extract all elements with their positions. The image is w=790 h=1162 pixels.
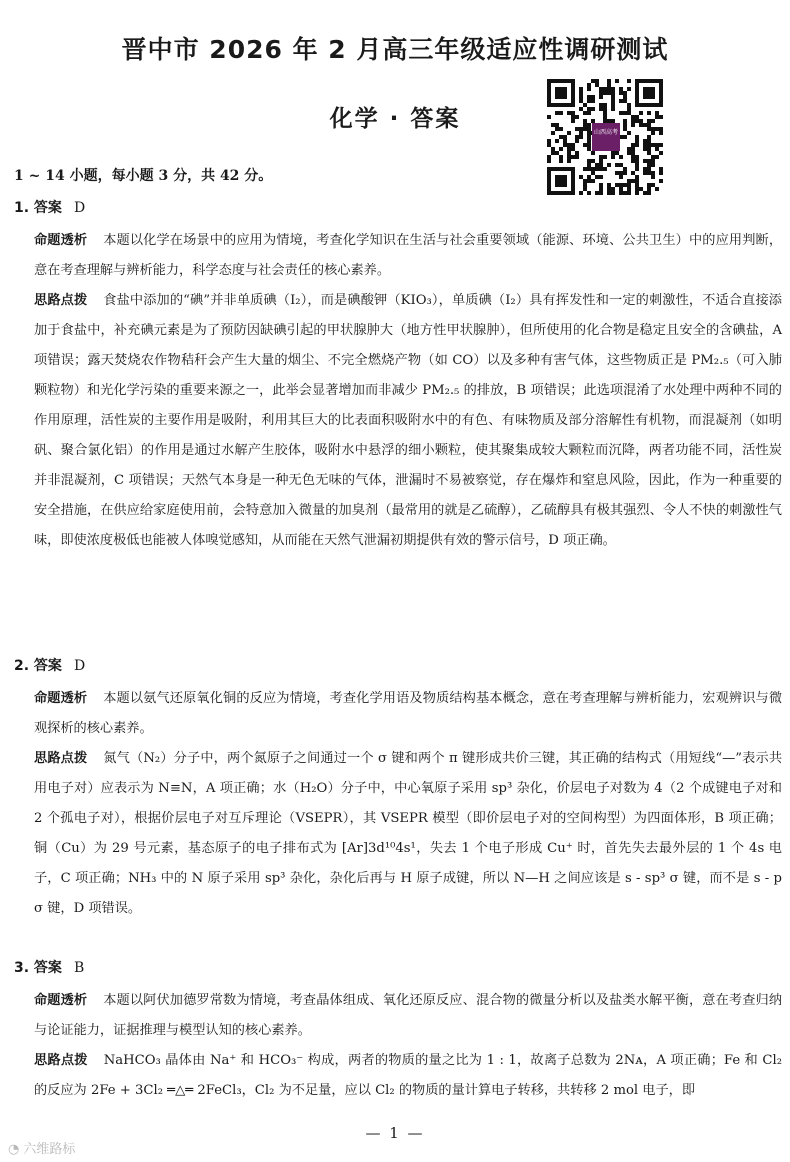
page-number: — 1 — (365, 1124, 425, 1142)
question-answer: D (73, 658, 86, 674)
question-2-analysis (34, 684, 782, 744)
analysis-text: 本题以阿伏加德罗常数为情境，考查晶体组成、氧化还原反应、混合物的微量分析以及盐类水解平衡，意在考查归纳与论证能力，证据推理与模型认知的核心素养。 (34, 993, 782, 1038)
question-1-thinking (34, 286, 782, 556)
question-number: 2. 答案 (14, 658, 62, 674)
thinking-label: 思路点拨 (34, 751, 88, 766)
question-3-thinking (34, 1046, 782, 1106)
watermark (8, 1138, 75, 1157)
analysis-label: 命题透析 (34, 691, 88, 706)
question-2-thinking (34, 744, 782, 924)
question-answer: D (73, 200, 86, 216)
analysis-text: 本题以氨气还原氧化铜的反应为情境，考查化学用语及物质结构基本概念，意在考查理解与辨析能力，宏观辨识与微观探析的核心素养。 (34, 691, 782, 736)
question-1-header (14, 197, 85, 217)
question-number: 3. 答案 (14, 960, 62, 976)
question-1-analysis (34, 226, 782, 286)
qr-code[interactable] (541, 77, 669, 195)
thinking-text: 氮气（N₂）分子中，两个氮原子之间通过一个 σ 键和两个 π 键形成共价三键，其正确的结构式（用短线“—”表示共用电子对）应表示为 N≡N，A 项正确；水（H₂O）分子中，中心氧原子采用 sp³ 杂化，价层电子对数为 4（2 个成键电子对和 2 个孤电子对），根据价层电子对互斥理论（VSEPR），其 VSEPR 模型（即价层电子对的空间构型）为四面体形，B 项正确；铜（Cu）为 29 号元素，基态原子的电子排布式为 [Ar]3d¹⁰4s¹，失去 1 个电子形成 Cu⁺ 时，首先失去最外层的 1 个 4s 电子，C 项正确；NH₃ 中的 N 原子采用 sp³ 杂化，杂化后再与 H 原子成键，所以 N—H 之间应该是 s - sp³ σ 键，而不是 s - p σ 键，D 项错误。 (34, 751, 783, 916)
question-3-analysis (34, 986, 782, 1046)
page-title: 晋中市 2026 年 2 月高三年级适应性调研测试 (121, 35, 669, 64)
question-answer: B (73, 960, 85, 976)
watermark-logo-icon: ◔ (8, 1142, 20, 1157)
analysis-label: 命题透析 (34, 993, 88, 1008)
watermark-text: 六维路标 (23, 1142, 76, 1157)
question-number: 1. 答案 (14, 200, 62, 216)
thinking-text: 食盐中添加的“碘”并非单质碘（I₂），而是碘酸钾（KIO₃），单质碘（I₂）具有挥发性和一定的刺激性，不适合直接添加于食盐中，补充碘元素是为了预防因缺碘引起的甲状腺肿大（地方性甲状腺肿），但所使用的化合物是稳定且安全的含碘盐，A 项错误；露天焚烧农作物秸秆会产生大量的烟尘、不完全燃烧产物（如 CO）以及多种有害气体，这些物质正是 PM₂.₅（可入肺颗粒物）和光化学污染的重要来源之一，此举会显著增加而非减少 PM₂.₅ 的排放，B 项错误；此选项混淆了水处理中两种不同的作用原理，活性炭的主要作用是吸附，利用其巨大的比表面积吸附水中的有色、有味物质及部分溶解性有机物，而混凝剂（如明矾、聚合氯化铝）的作用是通过水解产生胶体，吸附水中悬浮的细小颗粒，使其聚集成较大颗粒而沉降，两者功能不同，活性炭并非混凝剂，C 项错误；天然气本身是一种无色无味的气体，泄漏时不易被察觉，存在爆炸和窒息风险，因此，作为一种重要的安全措施，在供应给家庭使用前，会特意加入微量的加臭剂（最常用的就是乙硫醇），乙硫醇具有极其强烈、令人不快的刺激性气味，即使浓度极低也能被人体嗅觉感知，从而能在天然气泄漏初期提供有效的警示信号，D 项正确。 (34, 293, 782, 548)
question-2-header (14, 655, 85, 675)
thinking-label: 思路点拨 (34, 293, 88, 308)
page-subtitle: 化学 · 答案 (329, 106, 461, 132)
analysis-label: 命题透析 (34, 233, 88, 248)
thinking-text: NaHCO₃ 晶体由 Na⁺ 和 HCO₃⁻ 构成，两者的物质的量之比为 1 : 1，故离子总数为 2Nᴀ，A 项正确；Fe 和 Cl₂ 的反应为 2Fe + 3Cl₂ ═△═ 2FeCl₃，Cl₂ 为不足量，应以 Cl₂ 的物质的量计算电子转移，共转移 2 mol 电子，即 (34, 1053, 783, 1098)
analysis-text: 本题以化学在场景中的应用为情境，考查化学知识在生活与社会重要领域（能源、环境、公共卫生）中的应用判断，意在考查理解与辨析能力，科学态度与社会责任的核心素养。 (34, 233, 782, 278)
question-3-header (14, 957, 84, 977)
scoring-intro: 1 ~ 14 小题，每小题 3 分，共 42 分。 (14, 168, 273, 184)
thinking-label: 思路点拨 (34, 1053, 88, 1068)
qr-logo-badge: 山西高考 (592, 123, 620, 151)
